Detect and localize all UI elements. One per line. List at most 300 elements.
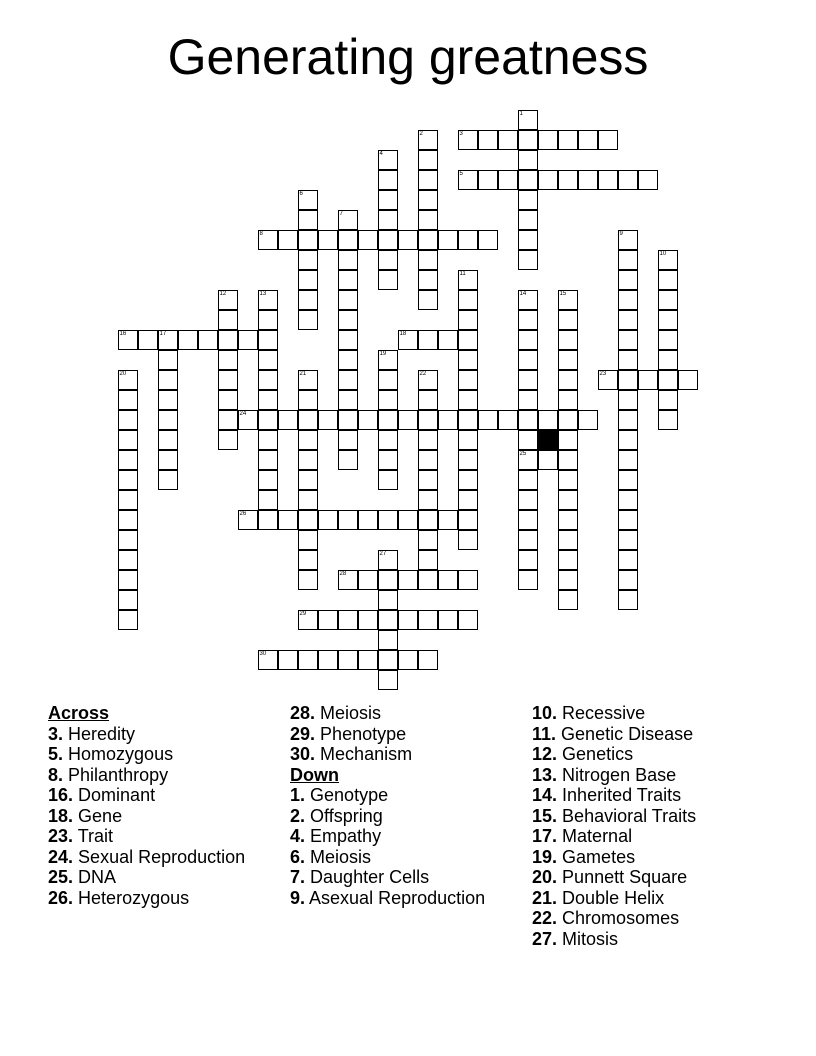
crossword-cell[interactable]	[378, 430, 398, 450]
crossword-cell[interactable]	[618, 390, 638, 410]
crossword-cell[interactable]	[438, 230, 458, 250]
crossword-cell[interactable]	[458, 170, 478, 190]
crossword-cell[interactable]	[558, 370, 578, 390]
clue-number: 4	[379, 150, 383, 157]
clue-number: 11	[459, 270, 466, 277]
crossword-cell[interactable]	[158, 350, 178, 370]
crossword-cell[interactable]	[658, 290, 678, 310]
crossword-cell[interactable]	[518, 230, 538, 250]
crossword-cell[interactable]	[378, 350, 398, 370]
crossword-cell[interactable]	[338, 350, 358, 370]
crossword-cell[interactable]	[218, 430, 238, 450]
crossword-cell[interactable]	[558, 470, 578, 490]
crossword-cell[interactable]	[378, 390, 398, 410]
crossword-cell[interactable]	[598, 370, 618, 390]
clue-across-3: 3. Heredity	[48, 723, 136, 744]
crossword-cell[interactable]	[318, 510, 338, 530]
crossword-cell[interactable]	[358, 570, 378, 590]
crossword-cell[interactable]	[358, 410, 378, 430]
crossword-cell[interactable]	[338, 370, 358, 390]
crossword-cell[interactable]	[658, 250, 678, 270]
crossword-cell[interactable]	[478, 170, 498, 190]
crossword-cell[interactable]	[298, 570, 318, 590]
crossword-cell[interactable]	[438, 330, 458, 350]
clue-number: 14	[519, 290, 527, 297]
crossword-cell[interactable]	[518, 550, 538, 570]
crossword-cell[interactable]	[618, 470, 638, 490]
crossword-cell[interactable]	[218, 330, 238, 350]
crossword-cell[interactable]	[298, 190, 318, 210]
clue-down-15: 15. Behavioral Traits	[532, 805, 697, 826]
crossword-cell[interactable]	[518, 510, 538, 530]
crossword-cell[interactable]	[458, 470, 478, 490]
crossword-cell[interactable]	[618, 290, 638, 310]
crossword-cell[interactable]	[458, 230, 478, 250]
crossword-cell[interactable]	[338, 210, 358, 230]
crossword-cell[interactable]	[338, 330, 358, 350]
crossword-cell[interactable]	[458, 610, 478, 630]
crossword-cell[interactable]	[338, 430, 358, 450]
crossword-cell[interactable]	[338, 650, 358, 670]
crossword-cell[interactable]	[338, 310, 358, 330]
crossword-cell[interactable]	[438, 570, 458, 590]
crossword-cell[interactable]	[258, 490, 278, 510]
crossword-cell[interactable]	[418, 250, 438, 270]
crossword-cell[interactable]	[458, 350, 478, 370]
clue-across-30: 30. Mechanism	[290, 744, 413, 764]
crossword-cell[interactable]	[518, 410, 538, 430]
crossword-cell[interactable]	[358, 510, 378, 530]
crossword-cell[interactable]	[558, 550, 578, 570]
crossword-cell[interactable]	[458, 490, 478, 510]
crossword-cell[interactable]	[438, 510, 458, 530]
crossword-cell[interactable]	[258, 330, 278, 350]
crossword-cell[interactable]	[518, 170, 538, 190]
crossword-cell[interactable]	[158, 330, 178, 350]
crossword-cell[interactable]	[298, 210, 318, 230]
crossword-cell[interactable]	[118, 450, 138, 470]
crossword-cell[interactable]	[598, 130, 618, 150]
crossword-cell[interactable]	[518, 570, 538, 590]
crossword-cell[interactable]	[478, 230, 498, 250]
crossword-cell[interactable]	[258, 370, 278, 390]
clue-number: 1	[519, 110, 523, 117]
crossword-cell[interactable]	[318, 410, 338, 430]
crossword-cell[interactable]	[298, 650, 318, 670]
crossword-cell[interactable]	[558, 290, 578, 310]
crossword-cell[interactable]	[158, 450, 178, 470]
crossword-cell[interactable]	[298, 390, 318, 410]
crossword-cell[interactable]	[538, 130, 558, 150]
crossword-cell[interactable]	[558, 430, 578, 450]
crossword-cell[interactable]	[418, 370, 438, 390]
clue-down-2: 2. Offspring	[290, 805, 383, 826]
clue-number: 5	[459, 170, 463, 177]
crossword-cell[interactable]	[398, 230, 418, 250]
crossword-cell[interactable]	[118, 610, 138, 630]
crossword-cell[interactable]	[458, 510, 478, 530]
crossword-cell[interactable]	[418, 610, 438, 630]
crossword-cell[interactable]	[118, 530, 138, 550]
crossword-cell[interactable]	[618, 170, 638, 190]
crossword-cell[interactable]	[338, 270, 358, 290]
crossword-cell[interactable]	[258, 410, 278, 430]
crossword-cell[interactable]	[518, 530, 538, 550]
crossword-cell[interactable]	[118, 550, 138, 570]
crossword-cell[interactable]	[418, 410, 438, 430]
crossword-cell[interactable]	[618, 510, 638, 530]
crossword-cell[interactable]	[378, 410, 398, 430]
crossword-cell[interactable]	[458, 450, 478, 470]
crossword-cell[interactable]	[378, 670, 398, 690]
crossword-cell[interactable]	[118, 330, 138, 350]
crossword-cell[interactable]	[518, 470, 538, 490]
crossword-cell[interactable]	[258, 350, 278, 370]
crossword-cell[interactable]	[258, 450, 278, 470]
crossword-cell[interactable]	[338, 290, 358, 310]
crossword-cell[interactable]	[618, 490, 638, 510]
crossword-cell[interactable]	[258, 430, 278, 450]
crossword-cell[interactable]	[298, 410, 318, 430]
crossword-cell[interactable]	[478, 410, 498, 430]
crossword-cell[interactable]	[618, 230, 638, 250]
crossword-cell[interactable]	[378, 630, 398, 650]
crossword-cell[interactable]	[398, 610, 418, 630]
crossword-cell[interactable]	[618, 550, 638, 570]
crossword-cell[interactable]	[418, 450, 438, 470]
crossword-cell[interactable]	[518, 150, 538, 170]
crossword-cell[interactable]	[358, 230, 378, 250]
crossword-cell[interactable]	[258, 650, 278, 670]
crossword-cell[interactable]	[498, 410, 518, 430]
clue-number: 29	[299, 610, 307, 617]
crossword-cell[interactable]	[458, 270, 478, 290]
crossword-cell[interactable]	[418, 330, 438, 350]
crossword-cell[interactable]	[378, 650, 398, 670]
clue-across-28: 28. Meiosis	[290, 703, 382, 723]
crossword-cell[interactable]	[518, 190, 538, 210]
crossword-cell[interactable]	[238, 410, 258, 430]
crossword-cell[interactable]	[218, 350, 238, 370]
crossword-cell[interactable]	[618, 530, 638, 550]
crossword-cell[interactable]	[458, 310, 478, 330]
crossword-cell[interactable]	[418, 190, 438, 210]
crossword-cell[interactable]	[658, 350, 678, 370]
clue-number: 28	[339, 570, 347, 577]
crossword-cell[interactable]	[338, 250, 358, 270]
crossword-cell[interactable]	[378, 550, 398, 570]
crossword-cell[interactable]	[358, 650, 378, 670]
clue-across-5: 5. Homozygous	[48, 744, 174, 764]
crossword-cell[interactable]	[378, 570, 398, 590]
crossword-cell[interactable]	[458, 390, 478, 410]
crossword-cell[interactable]	[458, 130, 478, 150]
clue-across-8: 8. Philanthropy	[48, 764, 169, 785]
crossword-cell[interactable]	[218, 290, 238, 310]
crossword-cell[interactable]	[218, 390, 238, 410]
crossword-cell[interactable]	[218, 370, 238, 390]
crossword-cell[interactable]	[558, 450, 578, 470]
crossword-cell[interactable]	[518, 310, 538, 330]
crossword-cell[interactable]	[278, 230, 298, 250]
crossword-cell[interactable]	[398, 650, 418, 670]
crossword-cell[interactable]	[378, 510, 398, 530]
crossword-cell[interactable]	[298, 430, 318, 450]
crossword-cell[interactable]	[378, 370, 398, 390]
crossword-cell[interactable]	[518, 390, 538, 410]
crossword-cell[interactable]	[298, 610, 318, 630]
crossword-cell[interactable]	[518, 330, 538, 350]
crossword-cell[interactable]	[298, 270, 318, 290]
crossword-cell[interactable]	[218, 410, 238, 430]
crossword-cell[interactable]	[238, 330, 258, 350]
crossword-cell[interactable]	[298, 250, 318, 270]
crossword-cell[interactable]	[118, 570, 138, 590]
crossword-cell[interactable]	[258, 390, 278, 410]
crossword-cell[interactable]	[298, 450, 318, 470]
crossword-cell[interactable]	[398, 510, 418, 530]
clue-number: 19	[379, 350, 387, 357]
crossword-cell[interactable]	[378, 210, 398, 230]
crossword-cell[interactable]	[558, 130, 578, 150]
crossword-cell[interactable]	[678, 370, 698, 390]
crossword-cell[interactable]	[518, 210, 538, 230]
crossword-cell[interactable]	[338, 510, 358, 530]
crossword-cell[interactable]	[118, 510, 138, 530]
crossword-cell[interactable]	[378, 230, 398, 250]
crossword-cell[interactable]	[418, 510, 438, 530]
crossword-cell[interactable]	[458, 370, 478, 390]
crossword-cell[interactable]	[418, 210, 438, 230]
crossword-cell[interactable]	[438, 410, 458, 430]
crossword-cell[interactable]	[378, 170, 398, 190]
crossword-cell[interactable]	[518, 110, 538, 130]
crossword-cell[interactable]	[578, 170, 598, 190]
crossword-cell[interactable]	[658, 370, 678, 390]
crossword-cell[interactable]	[558, 310, 578, 330]
crossword-cell[interactable]	[298, 490, 318, 510]
crossword-cell[interactable]	[558, 170, 578, 190]
crossword-cell[interactable]	[258, 310, 278, 330]
crossword-cell[interactable]	[418, 530, 438, 550]
clue-down-14: 14. Inherited Traits	[532, 785, 682, 805]
crossword-cell[interactable]	[558, 330, 578, 350]
crossword-cell[interactable]	[418, 150, 438, 170]
crossword-cell[interactable]	[618, 570, 638, 590]
crossword-cell[interactable]	[118, 490, 138, 510]
crossword-cell[interactable]	[158, 390, 178, 410]
crossword-cell[interactable]	[518, 430, 538, 450]
crossword-cell[interactable]	[418, 130, 438, 150]
crossword-cell[interactable]	[578, 410, 598, 430]
crossword-cell[interactable]	[418, 650, 438, 670]
crossword-cell[interactable]	[118, 410, 138, 430]
crossword-cell[interactable]	[298, 230, 318, 250]
clue-across-29: 29. Phenotype	[290, 723, 407, 744]
crossword-cell[interactable]	[418, 550, 438, 570]
crossword-cell[interactable]	[618, 410, 638, 430]
crossword-cell[interactable]	[558, 570, 578, 590]
crossword-cell[interactable]	[378, 590, 398, 610]
crossword-cell[interactable]	[298, 530, 318, 550]
clue-down-27: 27. Mitosis	[532, 928, 619, 949]
clue-across-16: 16. Dominant	[48, 785, 156, 805]
crossword-cell[interactable]	[118, 590, 138, 610]
crossword-cell[interactable]	[218, 310, 238, 330]
crossword-cell[interactable]	[378, 450, 398, 470]
crossword-cell[interactable]	[158, 430, 178, 450]
clue-down-4: 4. Empathy	[290, 826, 382, 846]
crossword-cell[interactable]	[638, 170, 658, 190]
crossword-cell[interactable]	[618, 330, 638, 350]
crossword-cell[interactable]	[318, 610, 338, 630]
crossword-cell[interactable]	[558, 530, 578, 550]
clue-down-13: 13. Nitrogen Base	[532, 764, 677, 785]
crossword-cell[interactable]	[338, 410, 358, 430]
crossword-cell[interactable]	[518, 350, 538, 370]
crossword-cell[interactable]	[418, 570, 438, 590]
crossword-cell[interactable]	[558, 510, 578, 530]
crossword-cell[interactable]	[198, 330, 218, 350]
crossword-cell[interactable]	[278, 410, 298, 430]
crossword-cell[interactable]	[518, 250, 538, 270]
clue-number: 9	[619, 230, 623, 237]
crossword-cell[interactable]	[338, 610, 358, 630]
crossword-cell[interactable]	[658, 410, 678, 430]
crossword-cell[interactable]	[258, 470, 278, 490]
crossword-cell[interactable]	[418, 270, 438, 290]
crossword-cell[interactable]	[278, 650, 298, 670]
crossword-cell[interactable]	[478, 130, 498, 150]
crossword-cell[interactable]	[338, 570, 358, 590]
crossword-cell[interactable]	[578, 130, 598, 150]
crossword-cell[interactable]	[558, 350, 578, 370]
crossword-cell[interactable]	[418, 490, 438, 510]
crossword-cell[interactable]	[658, 390, 678, 410]
crossword-cell[interactable]	[538, 170, 558, 190]
clue-number: 6	[299, 190, 303, 197]
crossword-cell[interactable]	[618, 430, 638, 450]
crossword-cell[interactable]	[358, 610, 378, 630]
clue-number: 22	[419, 370, 427, 377]
crossword-cell[interactable]	[418, 430, 438, 450]
crossword-cell[interactable]	[458, 330, 478, 350]
crossword-cell[interactable]	[258, 290, 278, 310]
crossword-cell[interactable]	[418, 470, 438, 490]
crossword-cell[interactable]	[518, 490, 538, 510]
crossword-cell[interactable]	[318, 650, 338, 670]
crossword-cell[interactable]	[118, 390, 138, 410]
crossword-cell[interactable]	[418, 390, 438, 410]
crossword-cell[interactable]	[438, 610, 458, 630]
crossword-cell[interactable]	[418, 290, 438, 310]
crossword-cell[interactable]	[298, 510, 318, 530]
crossword-cell[interactable]	[158, 470, 178, 490]
crossword-cell[interactable]	[158, 370, 178, 390]
crossword-cell[interactable]	[298, 370, 318, 390]
crossword-cell[interactable]	[498, 170, 518, 190]
crossword-cell[interactable]	[618, 270, 638, 290]
crossword-cell[interactable]	[378, 190, 398, 210]
crossword-cell[interactable]	[118, 370, 138, 390]
crossword-cell[interactable]	[378, 610, 398, 630]
crossword-cell[interactable]	[658, 330, 678, 350]
crossword-cell[interactable]	[538, 450, 558, 470]
crossword-cell[interactable]	[318, 230, 338, 250]
crossword-cell[interactable]	[418, 170, 438, 190]
crossword-cell[interactable]	[258, 510, 278, 530]
crossword-cell[interactable]	[378, 250, 398, 270]
crossword-cell[interactable]	[378, 270, 398, 290]
crossword-cell[interactable]	[398, 570, 418, 590]
crossword-cell[interactable]	[258, 230, 278, 250]
crossword-cell[interactable]	[558, 490, 578, 510]
crossword-cell[interactable]	[518, 450, 538, 470]
crossword-cell[interactable]	[178, 330, 198, 350]
crossword-cell[interactable]	[518, 130, 538, 150]
crossword-cell[interactable]	[398, 410, 418, 430]
crossword-cell[interactable]	[618, 590, 638, 610]
crossword-cell[interactable]	[298, 310, 318, 330]
crossword-cell[interactable]	[118, 470, 138, 490]
crossword-cell[interactable]	[618, 250, 638, 270]
crossword-cell[interactable]	[618, 350, 638, 370]
crossword-cell[interactable]	[598, 170, 618, 190]
clue-down-7: 7. Daughter Cells	[290, 867, 430, 887]
crossword-cell[interactable]	[378, 150, 398, 170]
crossword-cell[interactable]	[138, 330, 158, 350]
crossword-cell[interactable]	[538, 410, 558, 430]
crossword-cell[interactable]	[118, 430, 138, 450]
crossword-cell[interactable]	[338, 450, 358, 470]
crossword-cell[interactable]	[378, 470, 398, 490]
crossword-cell[interactable]	[618, 310, 638, 330]
crossword-cell[interactable]	[298, 470, 318, 490]
crossword-cell[interactable]	[238, 510, 258, 530]
crossword-cell[interactable]	[658, 270, 678, 290]
crossword-cell[interactable]	[298, 550, 318, 570]
crossword-cell[interactable]	[458, 290, 478, 310]
crossword-cell[interactable]	[398, 330, 418, 350]
crossword-cell[interactable]	[518, 290, 538, 310]
crossword-cell[interactable]	[458, 410, 478, 430]
crossword-cell[interactable]	[278, 510, 298, 530]
crossword-cell[interactable]	[618, 370, 638, 390]
crossword-cell[interactable]	[558, 390, 578, 410]
clue-number: 30	[259, 650, 267, 657]
clue-number: 23	[599, 370, 607, 377]
crossword-cell[interactable]	[618, 450, 638, 470]
crossword-cell[interactable]	[338, 230, 358, 250]
crossword-cell[interactable]	[298, 290, 318, 310]
crossword-cell[interactable]	[458, 430, 478, 450]
crossword-cell[interactable]	[658, 310, 678, 330]
crossword-cell[interactable]	[458, 530, 478, 550]
crossword-cell[interactable]	[558, 410, 578, 430]
crossword-cell[interactable]	[418, 230, 438, 250]
crossword-cell[interactable]	[498, 130, 518, 150]
clue-number: 7	[339, 210, 343, 217]
clue-number: 16	[119, 330, 127, 337]
clue-across-18: 18. Gene	[48, 805, 123, 826]
clue-down-6: 6. Meiosis	[290, 846, 372, 867]
crossword-cell[interactable]	[518, 370, 538, 390]
crossword-cell[interactable]	[158, 410, 178, 430]
crossword-cell[interactable]	[638, 370, 658, 390]
crossword-cell[interactable]	[458, 570, 478, 590]
crossword-cell[interactable]	[338, 390, 358, 410]
crossword-cell[interactable]	[558, 590, 578, 610]
